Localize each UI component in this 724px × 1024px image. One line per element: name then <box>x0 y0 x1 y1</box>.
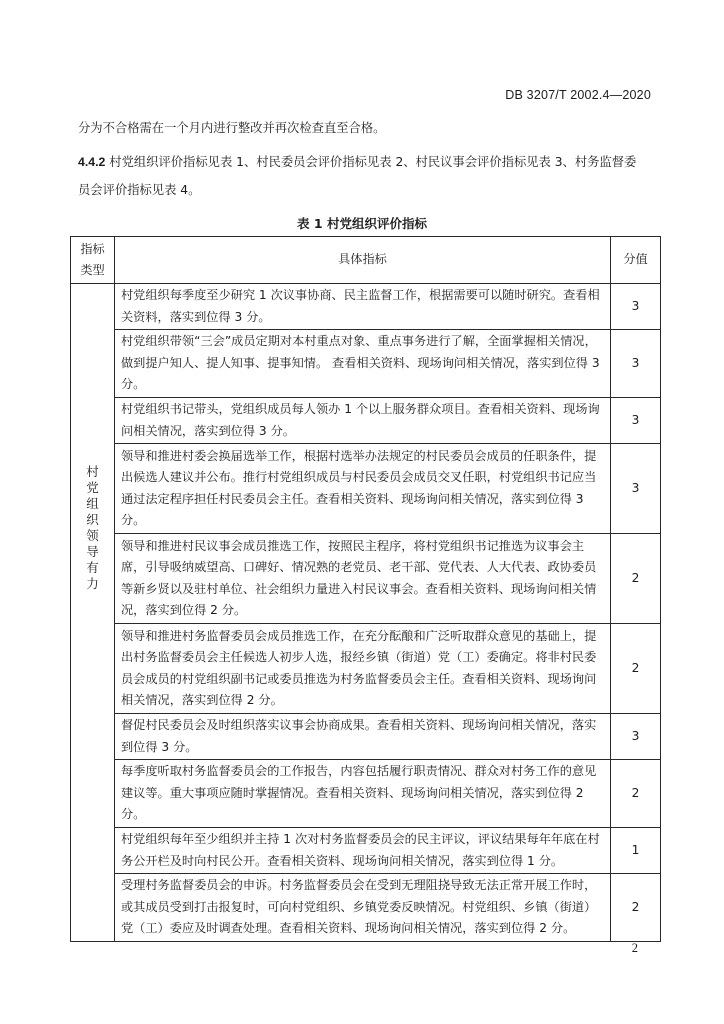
table-row <box>71 284 661 330</box>
table-row <box>71 444 661 534</box>
evaluation-table <box>70 236 661 942</box>
row-score: 3 <box>611 714 661 760</box>
row-content: 受理村务监督委员会的申诉。村务监督委员会在受到无理阻挠导致无法正常开展工作时，或其成员受到打击报复时，可向村党组织、乡镇党委反映情况。村党组织、乡镇（街道）党（工）委应及时调查处理。查看相关资料、现场询问相关情况，落实到位得 2 分。 <box>115 874 611 942</box>
header-category: 指标类型 <box>71 237 115 284</box>
category-cell <box>71 284 115 942</box>
page-number: 2 <box>631 941 638 955</box>
clause-text: 村党组织评价指标见表 1、村民委员会评价指标见表 2、村民议事会评价指标见表 3、村务监督委员会评价指标见表 4。 <box>78 155 637 197</box>
table-row <box>71 828 661 874</box>
paragraph-clause-4-4-2 <box>78 148 648 204</box>
header-content: 具体指标 <box>115 237 611 284</box>
row-content: 领导和推进村民议事会成员推选工作，按照民主程序，将村党组织书记推选为议事会主席，引导吸纳威望高、口碑好、情况熟的老党员、老干部、党代表、人大代表、政协委员等新乡贤以及驻村单位、社会组织力量进入村民议事会。查看相关资料、现场询问相关情况，落实到位得 2 分。 <box>115 534 611 624</box>
row-score: 3 <box>611 284 661 330</box>
table-row <box>71 714 661 760</box>
document-code: DB 3207/T 2002.4—2020 <box>505 88 651 102</box>
table-row <box>71 398 661 444</box>
table-header-row <box>71 237 661 284</box>
row-score: 1 <box>611 828 661 874</box>
row-score: 3 <box>611 398 661 444</box>
table-row <box>71 330 661 398</box>
row-score: 2 <box>611 624 661 714</box>
header-score: 分值 <box>611 237 661 284</box>
row-content: 领导和推进村务监督委员会成员推选工作，在充分酝酿和广泛听取群众意见的基础上，提出村务监督委员会主任候选人初步人选，报经乡镇（街道）党（工）委确定。将非村民委员会成员的村党组织副书记或委员推选为村务监督委员会主任。查看相关资料、现场询问相关情况，落实到位得 2 分。 <box>115 624 611 714</box>
row-content: 村党组织每年至少组织并主持 1 次对村务监督委员会的民主评议，评议结果每年年底在村务公开栏及时向村民公开。查看相关资料、现场询问相关情况，落实到位得 1 分。 <box>115 828 611 874</box>
row-score: 3 <box>611 444 661 534</box>
row-score: 2 <box>611 534 661 624</box>
table-row <box>71 760 661 828</box>
row-content: 每季度听取村务监督委员会的工作报告，内容包括履行职责情况、群众对村务工作的意见建议等。重大事项应随时掌握情况。查看相关资料、现场询问相关情况，落实到位得 2 分。 <box>115 760 611 828</box>
clause-number: 4.4.2 <box>78 155 106 169</box>
row-content: 村党组织书记带头，党组织成员每人领办 1 个以上服务群众项目。查看相关资料、现场询问相关情况，落实到位得 3 分。 <box>115 398 611 444</box>
row-content: 村党组织每季度至少研究 1 次议事协商、民主监督工作，根据需要可以随时研究。查看相关资料，落实到位得 3 分。 <box>115 284 611 330</box>
row-score: 3 <box>611 330 661 398</box>
table-row <box>71 874 661 942</box>
row-score: 2 <box>611 760 661 828</box>
paragraph-continuation: 分为不合格需在一个月内进行整改并再次检查直至合格。 <box>78 121 386 135</box>
table-row <box>71 534 661 624</box>
row-content: 领导和推进村委会换届选举工作，根据村选举办法规定的村民委员会成员的任职条件，提出候选人建议并公布。推行村党组织成员与村民委员会成员交叉任职，村党组织书记应当通过法定程序担任村民委员会主任。查看相关资料、现场询问相关情况，落实到位得 3 分。 <box>115 444 611 534</box>
row-score: 2 <box>611 874 661 942</box>
category-label: 村党组织领导有力 <box>86 464 99 591</box>
row-content: 督促村民委员会及时组织落实议事会协商成果。查看相关资料、现场询问相关情况，落实到位得 3 分。 <box>115 714 611 760</box>
row-content: 村党组织带领“三会”成员定期对本村重点对象、重点事务进行了解，全面掌握相关情况，做到提户知人、提人知事、提事知情。 查看相关资料、现场询问相关情况，落实到位得 3 分。 <box>115 330 611 398</box>
table-row <box>71 624 661 714</box>
table-caption: 表 1 村党组织评价指标 <box>297 216 427 231</box>
